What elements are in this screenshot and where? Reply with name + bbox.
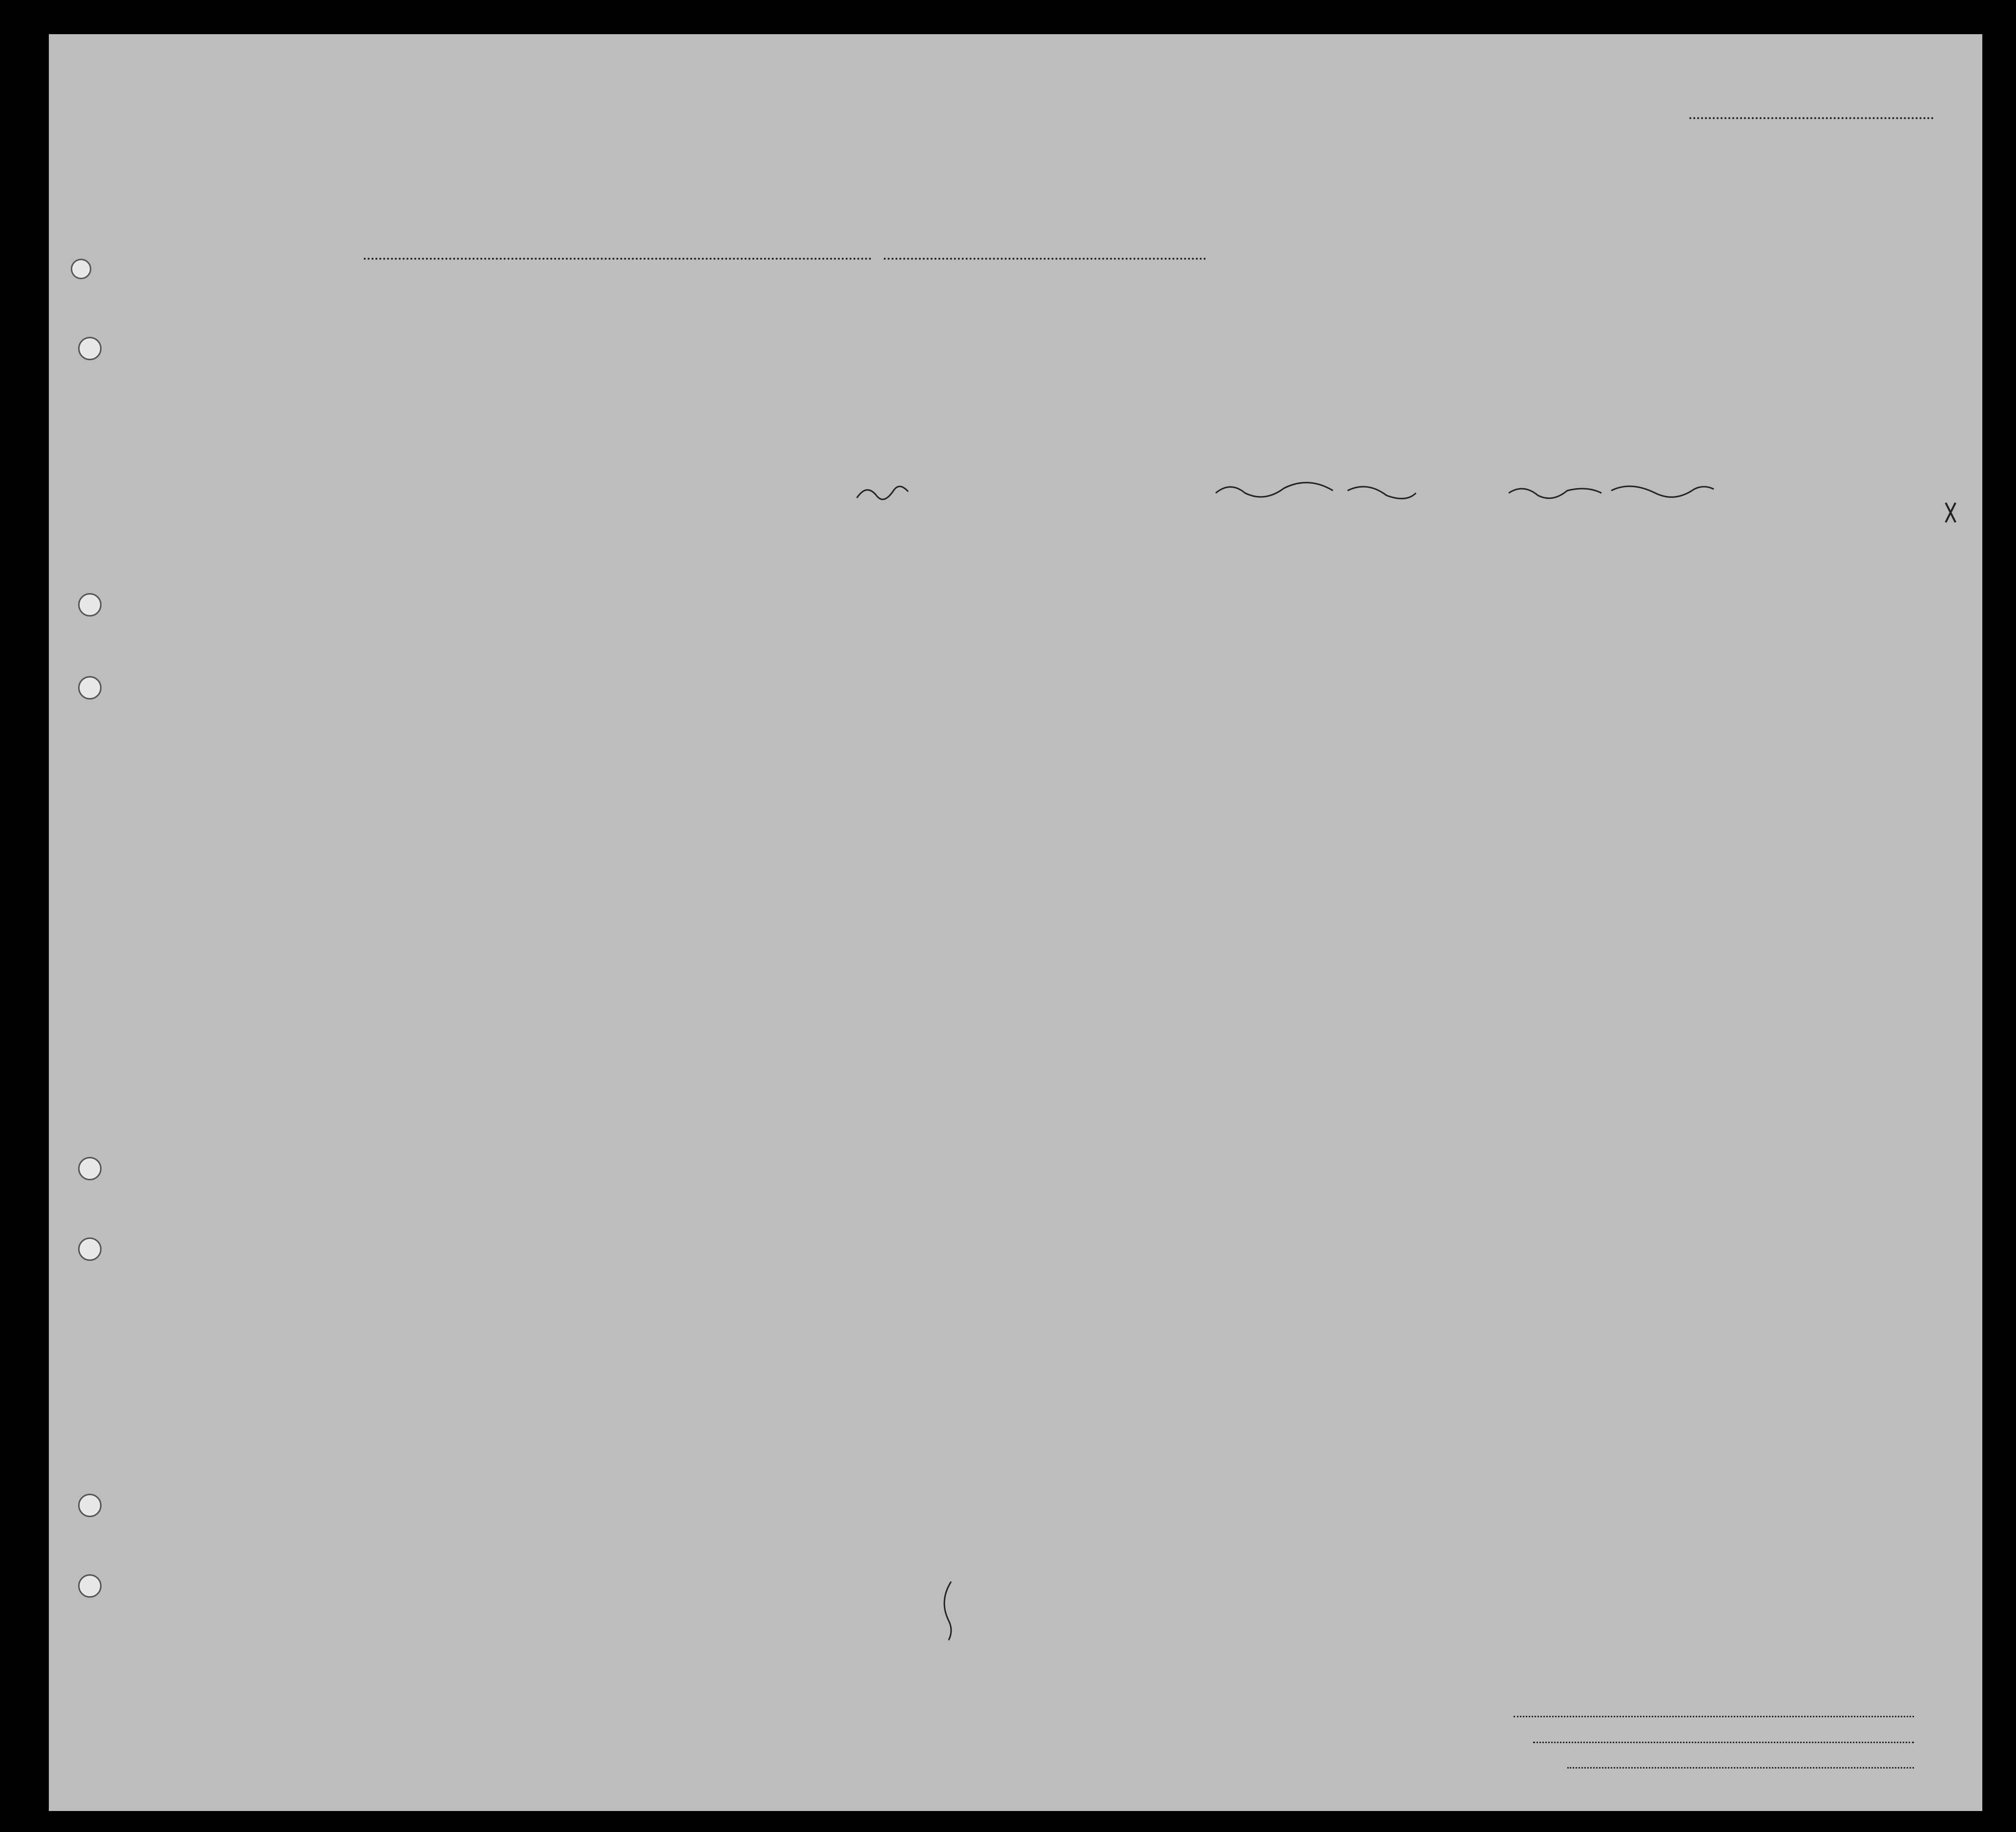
footer-agents-field	[1567, 1767, 1914, 1769]
handwritten-mark-5	[1611, 486, 1714, 497]
punch-hole-icon	[78, 337, 102, 360]
handwritten-mark-2	[1216, 483, 1333, 497]
handwritten-mark-6	[944, 1582, 951, 1640]
handwritten-mark-1	[857, 486, 908, 499]
punch-hole-icon	[78, 1574, 102, 1598]
punch-hole-icon	[78, 676, 102, 700]
handwritten-mark-4	[1509, 489, 1601, 498]
punch-hole-icon	[78, 1237, 102, 1261]
punch-hole-icon	[78, 593, 102, 617]
check-mark-icon	[1946, 503, 1955, 522]
punch-hole-icon	[71, 259, 91, 279]
punch-hole-icon	[78, 1157, 102, 1180]
handwritten-mark-3	[1348, 487, 1416, 498]
footer-line-field	[1514, 1716, 1914, 1717]
footer-owners-field	[1533, 1742, 1914, 1743]
punch-hole-icon	[78, 1494, 102, 1517]
